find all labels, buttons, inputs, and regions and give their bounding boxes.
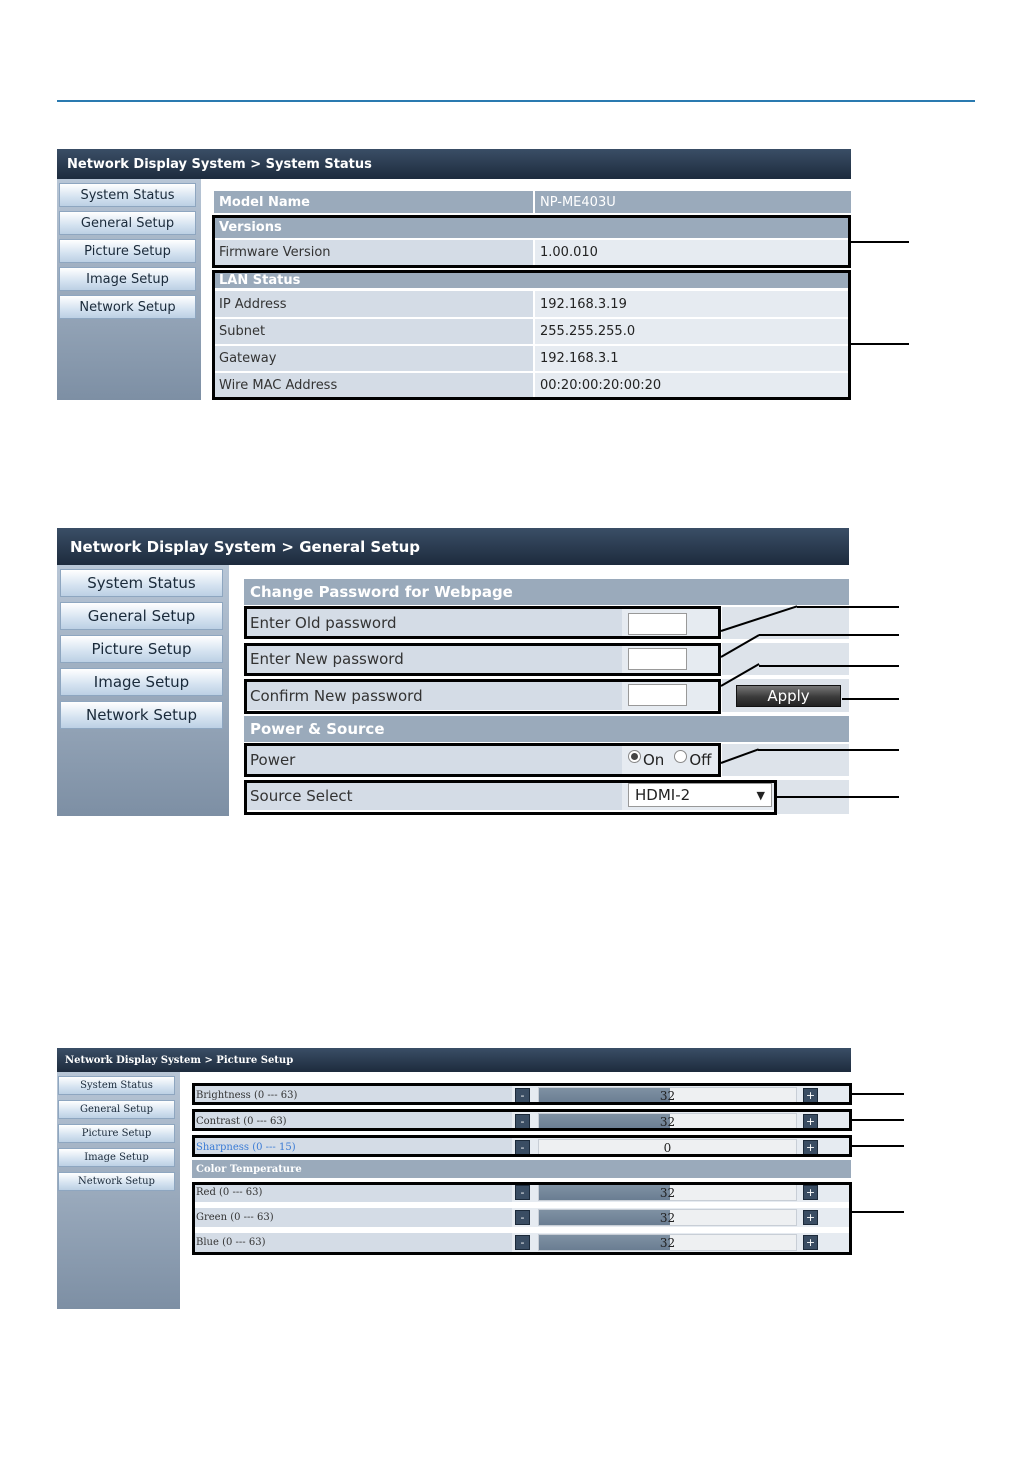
nav-network-setup[interactable]: Network Setup xyxy=(58,1172,175,1191)
callout-box-confirm-password xyxy=(244,679,721,714)
callout-line xyxy=(777,796,899,798)
color-temperature-header: Color Temperature xyxy=(192,1160,851,1178)
chevron-down-icon: ▼ xyxy=(756,788,765,802)
page-title: Network Display System > System Status xyxy=(67,156,372,172)
callout-box-sharpness xyxy=(192,1135,852,1157)
callout-box-color-temperature xyxy=(192,1182,852,1255)
callout-box-old-password xyxy=(244,606,721,639)
new-password-label: Enter New password xyxy=(246,645,622,673)
ip-address-value: 192.168.3.19 xyxy=(535,291,849,317)
password-section-header: Change Password for Webpage xyxy=(244,579,849,605)
callout-box-lan xyxy=(212,270,851,400)
callout-line xyxy=(759,634,899,636)
callout-box-new-password xyxy=(244,643,721,676)
nav-system-status[interactable]: System Status xyxy=(58,1076,175,1095)
source-select-value: HDMI-2 xyxy=(635,786,691,804)
gateway-label: Gateway xyxy=(214,346,533,371)
subnet-label: Subnet xyxy=(214,319,533,344)
red-minus-button[interactable]: - xyxy=(515,1185,530,1200)
callout-line xyxy=(797,606,899,608)
callout-box-source xyxy=(244,780,777,815)
old-password-label: Enter Old password xyxy=(246,609,622,637)
callout-line xyxy=(851,241,909,243)
nav-image-setup[interactable]: Image Setup xyxy=(58,1148,175,1167)
source-select-label: Source Select xyxy=(246,782,622,810)
gateway-value: 192.168.3.1 xyxy=(535,346,849,371)
nav-picture-setup[interactable]: Picture Setup xyxy=(58,1124,175,1143)
nav-general-setup[interactable]: General Setup xyxy=(58,1100,175,1119)
lan-status-header: LAN Status xyxy=(214,272,849,288)
page-title: Network Display System > Picture Setup xyxy=(65,1054,294,1066)
mac-address-label: Wire MAC Address xyxy=(214,373,533,398)
nav-network-setup[interactable]: Network Setup xyxy=(59,295,196,319)
callout-box-versions xyxy=(212,215,851,268)
contrast-value: 32 xyxy=(659,1114,676,1129)
callout-line xyxy=(851,343,909,345)
brightness-value: 32 xyxy=(659,1088,676,1103)
subnet-value: 255.255.255.0 xyxy=(535,319,849,344)
green-label: Green (0 --- 63) xyxy=(194,1208,512,1227)
contrast-plus-button[interactable]: + xyxy=(803,1114,818,1129)
green-value: 32 xyxy=(659,1210,676,1225)
green-plus-button[interactable]: + xyxy=(803,1210,818,1225)
blue-label: Blue (0 --- 63) xyxy=(194,1233,512,1252)
panel-title-bar xyxy=(57,528,849,565)
callout-box-brightness xyxy=(192,1083,852,1105)
callout-line xyxy=(852,1119,904,1121)
firmware-version-label: Firmware Version xyxy=(214,240,533,265)
green-minus-button[interactable]: - xyxy=(515,1210,530,1225)
callout-line xyxy=(758,749,899,751)
callout-line xyxy=(852,1145,904,1147)
red-plus-button[interactable]: + xyxy=(803,1185,818,1200)
callout-line xyxy=(759,665,899,667)
confirm-password-label: Confirm New password xyxy=(246,681,622,710)
nav-system-status[interactable]: System Status xyxy=(59,183,196,207)
sharpness-minus-button[interactable]: - xyxy=(515,1140,530,1155)
radio-off-label: Off xyxy=(689,751,712,769)
callout-box-contrast xyxy=(192,1109,852,1131)
model-name-label: Model Name xyxy=(214,191,533,213)
blue-value: 32 xyxy=(659,1235,676,1250)
nav-network-setup[interactable]: Network Setup xyxy=(60,701,223,729)
sharpness-label: Sharpness (0 --- 15) xyxy=(194,1138,512,1157)
sharpness-plus-button[interactable]: + xyxy=(803,1140,818,1155)
radio-on-label: On xyxy=(643,751,665,769)
blue-plus-button[interactable]: + xyxy=(803,1235,818,1250)
versions-header: Versions xyxy=(214,217,849,238)
callout-line xyxy=(852,1093,904,1095)
panel-title-bar xyxy=(57,149,851,179)
brightness-minus-button[interactable]: - xyxy=(515,1088,530,1103)
callout-line xyxy=(842,698,899,700)
brightness-label: Brightness (0 --- 63) xyxy=(194,1086,512,1105)
mac-address-value: 00:20:00:20:00:20 xyxy=(535,373,849,398)
nav-system-status[interactable]: System Status xyxy=(60,569,223,597)
nav-picture-setup[interactable]: Picture Setup xyxy=(60,635,223,663)
firmware-version-value: 1.00.010 xyxy=(535,240,849,265)
model-name-value: NP-ME403U xyxy=(535,191,851,213)
red-label: Red (0 --- 63) xyxy=(194,1183,512,1202)
panel-title-bar xyxy=(57,1048,851,1072)
blue-minus-button[interactable]: - xyxy=(515,1235,530,1250)
nav-general-setup[interactable]: General Setup xyxy=(59,211,196,235)
sharpness-value: 0 xyxy=(663,1140,672,1155)
callout-line xyxy=(852,1211,904,1213)
nav-picture-setup[interactable]: Picture Setup xyxy=(59,239,196,263)
ip-address-label: IP Address xyxy=(214,291,533,317)
contrast-minus-button[interactable]: - xyxy=(515,1114,530,1129)
page-title: Network Display System > General Setup xyxy=(70,537,420,556)
power-source-header: Power & Source xyxy=(244,716,849,742)
row-background xyxy=(722,643,849,675)
apply-button[interactable]: Apply xyxy=(736,685,841,707)
nav-general-setup[interactable]: General Setup xyxy=(60,602,223,630)
nav-image-setup[interactable]: Image Setup xyxy=(59,267,196,291)
power-label: Power xyxy=(246,746,622,774)
callout-box-power xyxy=(244,743,721,777)
contrast-label: Contrast (0 --- 63) xyxy=(194,1112,512,1131)
red-value: 32 xyxy=(659,1185,676,1200)
page-top-rule xyxy=(57,100,975,102)
brightness-plus-button[interactable]: + xyxy=(803,1088,818,1103)
nav-image-setup[interactable]: Image Setup xyxy=(60,668,223,696)
